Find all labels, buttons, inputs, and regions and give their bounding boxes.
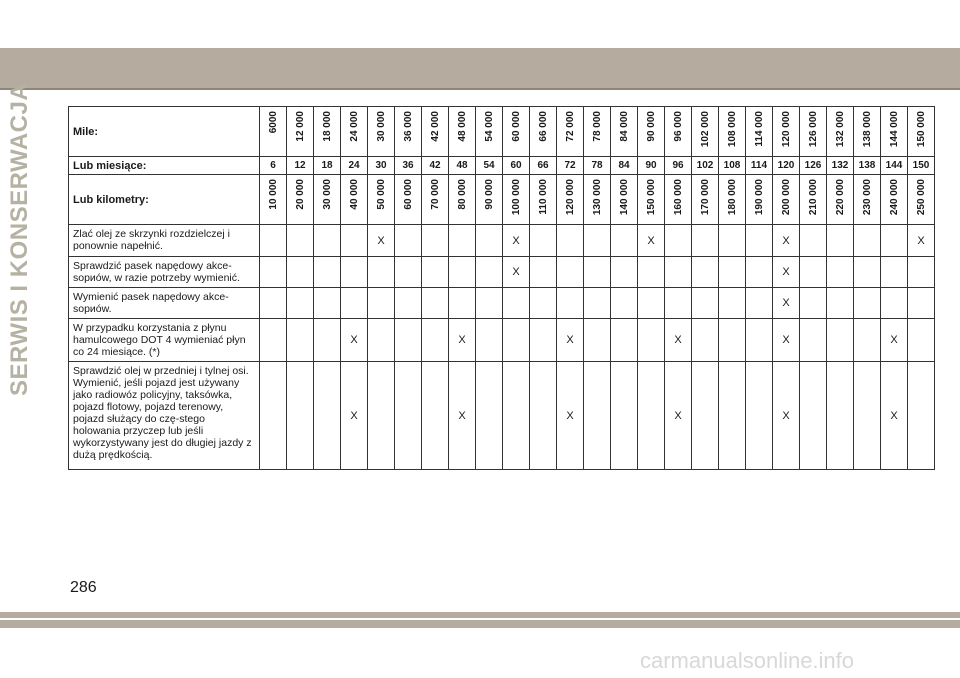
miles-header-cell	[341, 107, 368, 157]
service-mark-cell	[719, 362, 746, 470]
km-header-cell	[584, 175, 611, 225]
page-number: 286	[70, 579, 97, 596]
km-value: 190 000	[753, 179, 765, 216]
miles-header-cell	[395, 107, 422, 157]
service-mark-cell: X	[773, 319, 800, 362]
service-mark-cell	[557, 225, 584, 257]
service-mark-cell	[854, 257, 881, 288]
service-mark-cell	[692, 288, 719, 319]
service-mark-cell	[692, 319, 719, 362]
service-mark-cell	[665, 225, 692, 257]
service-mark-cell: X	[341, 319, 368, 362]
months-value: 114	[746, 157, 773, 175]
service-mark-cell: X	[881, 362, 908, 470]
service-description: W przypadku korzystania z płynu hamulcowego DOT 4 wymieniać płyn co 24 miesiące. (*)	[69, 319, 260, 362]
months-value: 60	[503, 157, 530, 175]
service-mark-cell	[827, 319, 854, 362]
service-mark-cell	[692, 362, 719, 470]
miles-value: 90 000	[645, 111, 657, 142]
km-value: 150 000	[645, 179, 657, 216]
service-mark-cell	[908, 257, 935, 288]
bottom-band-lower	[0, 620, 960, 628]
service-mark-cell	[476, 362, 503, 470]
service-mark-cell	[341, 225, 368, 257]
service-mark-cell: X	[503, 257, 530, 288]
service-mark-cell	[395, 319, 422, 362]
miles-value: 18 000	[321, 111, 333, 142]
km-value: 130 000	[591, 179, 603, 216]
miles-header-cell	[638, 107, 665, 157]
miles-value: 126 000	[807, 111, 819, 148]
months-value: 66	[530, 157, 557, 175]
service-mark-cell	[422, 288, 449, 319]
service-mark-cell	[611, 288, 638, 319]
km-header-cell	[746, 175, 773, 225]
km-value: 60 000	[402, 179, 414, 210]
service-mark-cell	[449, 288, 476, 319]
service-row	[69, 257, 935, 288]
service-mark-cell	[368, 257, 395, 288]
months-value: 102	[692, 157, 719, 175]
miles-header-row	[69, 107, 935, 157]
km-value: 140 000	[618, 179, 630, 216]
miles-value: 72 000	[564, 111, 576, 142]
km-value: 180 000	[726, 179, 738, 216]
miles-value: 138 000	[861, 111, 873, 148]
miles-header-cell	[557, 107, 584, 157]
service-mark-cell: X	[503, 225, 530, 257]
service-mark-cell	[476, 288, 503, 319]
service-mark-cell	[287, 319, 314, 362]
km-header-cell	[422, 175, 449, 225]
miles-header-cell	[827, 107, 854, 157]
section-title: SERWIS I KONSERWACJA	[6, 82, 33, 396]
months-value: 18	[314, 157, 341, 175]
miles-header-cell	[611, 107, 638, 157]
service-mark-cell	[800, 288, 827, 319]
months-value: 108	[719, 157, 746, 175]
service-mark-cell	[638, 319, 665, 362]
km-value: 100 000	[510, 179, 522, 216]
miles-header-cell	[260, 107, 287, 157]
service-mark-cell	[800, 257, 827, 288]
service-mark-cell	[800, 319, 827, 362]
km-value: 240 000	[888, 179, 900, 216]
km-header-cell	[638, 175, 665, 225]
km-value: 50 000	[375, 179, 387, 210]
service-row	[69, 319, 935, 362]
service-mark-cell: X	[449, 362, 476, 470]
miles-header-cell	[773, 107, 800, 157]
service-mark-cell	[854, 225, 881, 257]
top-band	[0, 48, 960, 88]
months-value: 120	[773, 157, 800, 175]
km-value: 230 000	[861, 179, 873, 216]
km-value: 120 000	[564, 179, 576, 216]
miles-header-cell	[692, 107, 719, 157]
km-header-cell	[368, 175, 395, 225]
miles-header-cell	[665, 107, 692, 157]
service-mark-cell	[611, 257, 638, 288]
service-mark-cell: X	[773, 362, 800, 470]
months-value: 42	[422, 157, 449, 175]
service-mark-cell: X	[368, 225, 395, 257]
service-mark-cell: X	[773, 288, 800, 319]
km-value: 10 000	[267, 179, 279, 210]
service-mark-cell	[530, 288, 557, 319]
miles-header-cell	[800, 107, 827, 157]
km-header-cell	[827, 175, 854, 225]
km-header-cell	[665, 175, 692, 225]
miles-value: 120 000	[780, 111, 792, 148]
km-value: 210 000	[807, 179, 819, 216]
service-mark-cell	[665, 257, 692, 288]
months-value: 144	[881, 157, 908, 175]
service-mark-cell	[287, 257, 314, 288]
service-mark-cell	[260, 362, 287, 470]
km-value: 220 000	[834, 179, 846, 216]
miles-value: 132 000	[834, 111, 846, 148]
miles-value: 96 000	[672, 111, 684, 142]
service-row	[69, 288, 935, 319]
service-mark-cell	[881, 288, 908, 319]
service-mark-cell	[611, 319, 638, 362]
service-mark-cell	[746, 288, 773, 319]
service-mark-cell	[260, 257, 287, 288]
km-value: 90 000	[483, 179, 495, 210]
miles-value: 6000	[267, 111, 279, 134]
service-mark-cell	[854, 319, 881, 362]
service-mark-cell	[287, 288, 314, 319]
months-value: 126	[800, 157, 827, 175]
km-header-row	[69, 175, 935, 225]
service-mark-cell	[800, 362, 827, 470]
service-mark-cell	[530, 225, 557, 257]
service-mark-cell	[476, 319, 503, 362]
service-mark-cell: X	[773, 225, 800, 257]
miles-header-cell	[719, 107, 746, 157]
months-value: 30	[368, 157, 395, 175]
service-row	[69, 225, 935, 257]
months-value: 150	[908, 157, 935, 175]
service-mark-cell: X	[449, 319, 476, 362]
miles-header-cell	[908, 107, 935, 157]
km-header-cell	[395, 175, 422, 225]
miles-header-cell	[449, 107, 476, 157]
service-mark-cell	[368, 362, 395, 470]
service-mark-cell	[908, 288, 935, 319]
service-mark-cell	[395, 288, 422, 319]
km-value: 200 000	[780, 179, 792, 216]
service-mark-cell	[854, 362, 881, 470]
service-description: Sprawdzić olej w przedniej i tylnej osi. Wymienić, jeśli pojazd jest używany jako radiowóz policyjny, taksówka, pojazd flotowy, pojazd terenowy, pojazd służący do czę-stego holowania przyczep lub jeśli wykorzystywany jest do długiej jazdy z dużą prędkością.	[69, 362, 260, 470]
service-mark-cell	[530, 319, 557, 362]
service-mark-cell	[557, 257, 584, 288]
service-mark-cell	[314, 225, 341, 257]
km-value: 70 000	[429, 179, 441, 210]
service-mark-cell	[719, 288, 746, 319]
miles-value: 102 000	[699, 111, 711, 148]
service-mark-cell	[908, 319, 935, 362]
miles-value: 36 000	[402, 111, 414, 142]
months-value: 72	[557, 157, 584, 175]
service-description: Sprawdzić pasek napędowy akce-sориów, w razie potrzeby wymienić.	[69, 257, 260, 288]
miles-value: 144 000	[888, 111, 900, 148]
miles-header-cell	[584, 107, 611, 157]
service-mark-cell	[611, 225, 638, 257]
service-mark-cell	[881, 225, 908, 257]
service-mark-cell	[638, 288, 665, 319]
miles-value: 30 000	[375, 111, 387, 142]
service-mark-cell	[287, 225, 314, 257]
service-description: Wymienić pasek napędowy akce-sориów.	[69, 288, 260, 319]
service-mark-cell	[584, 257, 611, 288]
miles-header-cell	[530, 107, 557, 157]
km-header-cell	[557, 175, 584, 225]
km-header-cell	[881, 175, 908, 225]
km-header-cell	[449, 175, 476, 225]
service-mark-cell	[395, 362, 422, 470]
months-value: 84	[611, 157, 638, 175]
service-mark-cell	[827, 257, 854, 288]
service-mark-cell	[530, 362, 557, 470]
miles-value: 48 000	[456, 111, 468, 142]
months-value: 48	[449, 157, 476, 175]
service-mark-cell	[746, 225, 773, 257]
service-mark-cell	[314, 319, 341, 362]
service-mark-cell	[341, 288, 368, 319]
row-label: Lub kilometry:	[69, 175, 260, 225]
miles-value: 108 000	[726, 111, 738, 148]
service-mark-cell	[584, 288, 611, 319]
months-value: 90	[638, 157, 665, 175]
miles-value: 24 000	[348, 111, 360, 142]
km-header-cell	[287, 175, 314, 225]
service-mark-cell	[422, 225, 449, 257]
km-value: 110 000	[537, 179, 549, 215]
service-mark-cell	[827, 362, 854, 470]
maintenance-schedule-table	[68, 106, 935, 470]
service-mark-cell	[827, 225, 854, 257]
months-value: 96	[665, 157, 692, 175]
service-mark-cell	[449, 257, 476, 288]
km-header-cell	[611, 175, 638, 225]
service-mark-cell	[692, 257, 719, 288]
km-header-cell	[503, 175, 530, 225]
service-mark-cell	[287, 362, 314, 470]
service-mark-cell	[395, 257, 422, 288]
miles-value: 42 000	[429, 111, 441, 142]
service-mark-cell	[314, 257, 341, 288]
service-mark-cell	[611, 362, 638, 470]
service-mark-cell	[449, 225, 476, 257]
service-mark-cell	[368, 319, 395, 362]
service-mark-cell: X	[557, 362, 584, 470]
miles-header-cell	[287, 107, 314, 157]
months-value: 54	[476, 157, 503, 175]
km-header-cell	[854, 175, 881, 225]
miles-value: 60 000	[510, 111, 522, 142]
row-label: Lub miesiące:	[69, 157, 260, 175]
service-mark-cell: X	[773, 257, 800, 288]
service-mark-cell	[638, 257, 665, 288]
service-mark-cell	[368, 288, 395, 319]
months-value: 78	[584, 157, 611, 175]
service-mark-cell: X	[341, 362, 368, 470]
miles-header-cell	[503, 107, 530, 157]
watermark: carmanualsonline.info	[640, 648, 855, 673]
service-mark-cell	[395, 225, 422, 257]
service-mark-cell	[530, 257, 557, 288]
km-value: 160 000	[672, 179, 684, 216]
miles-value: 66 000	[537, 111, 549, 142]
km-value: 170 000	[699, 179, 711, 216]
service-row	[69, 362, 935, 470]
service-mark-cell	[908, 362, 935, 470]
service-mark-cell	[422, 257, 449, 288]
service-mark-cell	[746, 319, 773, 362]
service-description: Zlać olej ze skrzynki rozdzielczej i ponownie napełnić.	[69, 225, 260, 257]
months-value: 138	[854, 157, 881, 175]
km-header-cell	[719, 175, 746, 225]
service-mark-cell: X	[665, 319, 692, 362]
service-mark-cell: X	[881, 319, 908, 362]
miles-header-cell	[476, 107, 503, 157]
km-header-cell	[908, 175, 935, 225]
top-band-line	[0, 88, 960, 90]
service-mark-cell	[557, 288, 584, 319]
row-label: Mile:	[69, 107, 260, 157]
service-mark-cell	[503, 288, 530, 319]
bottom-band	[0, 612, 960, 618]
service-mark-cell	[746, 257, 773, 288]
miles-value: 150 000	[915, 111, 927, 148]
miles-header-cell	[314, 107, 341, 157]
service-mark-cell	[503, 319, 530, 362]
service-mark-cell	[881, 257, 908, 288]
service-mark-cell	[422, 319, 449, 362]
miles-header-cell	[422, 107, 449, 157]
miles-value: 78 000	[591, 111, 603, 142]
service-mark-cell: X	[665, 362, 692, 470]
km-header-cell	[341, 175, 368, 225]
service-mark-cell	[719, 257, 746, 288]
months-value: 24	[341, 157, 368, 175]
km-value: 40 000	[348, 179, 360, 210]
service-mark-cell	[584, 362, 611, 470]
service-mark-cell	[260, 319, 287, 362]
miles-value: 114 000	[753, 111, 765, 147]
service-mark-cell	[314, 288, 341, 319]
service-mark-cell	[719, 225, 746, 257]
km-header-cell	[692, 175, 719, 225]
km-value: 20 000	[294, 179, 306, 210]
miles-header-cell	[368, 107, 395, 157]
miles-header-cell	[881, 107, 908, 157]
service-mark-cell	[692, 225, 719, 257]
miles-value: 54 000	[483, 111, 495, 142]
service-mark-cell	[314, 362, 341, 470]
service-mark-cell	[800, 225, 827, 257]
service-mark-cell	[584, 225, 611, 257]
service-mark-cell	[476, 225, 503, 257]
months-value: 132	[827, 157, 854, 175]
miles-header-cell	[746, 107, 773, 157]
km-value: 80 000	[456, 179, 468, 210]
km-header-cell	[530, 175, 557, 225]
service-mark-cell	[719, 319, 746, 362]
service-mark-cell: X	[908, 225, 935, 257]
miles-value: 12 000	[294, 111, 306, 142]
km-header-cell	[314, 175, 341, 225]
service-mark-cell	[422, 362, 449, 470]
km-header-cell	[260, 175, 287, 225]
km-value: 30 000	[321, 179, 333, 210]
months-value: 6	[260, 157, 287, 175]
service-mark-cell	[854, 288, 881, 319]
service-mark-cell	[638, 362, 665, 470]
service-mark-cell	[827, 288, 854, 319]
service-mark-cell	[341, 257, 368, 288]
service-mark-cell	[584, 319, 611, 362]
miles-value: 84 000	[618, 111, 630, 142]
service-mark-cell	[746, 362, 773, 470]
service-mark-cell	[665, 288, 692, 319]
service-mark-cell	[476, 257, 503, 288]
service-mark-cell	[503, 362, 530, 470]
months-value: 12	[287, 157, 314, 175]
months-header-row	[69, 157, 935, 175]
km-header-cell	[800, 175, 827, 225]
service-mark-cell: X	[557, 319, 584, 362]
service-mark-cell	[260, 225, 287, 257]
km-header-cell	[773, 175, 800, 225]
miles-header-cell	[854, 107, 881, 157]
service-mark-cell: X	[638, 225, 665, 257]
km-value: 250 000	[915, 179, 927, 216]
service-mark-cell	[260, 288, 287, 319]
months-value: 36	[395, 157, 422, 175]
km-header-cell	[476, 175, 503, 225]
